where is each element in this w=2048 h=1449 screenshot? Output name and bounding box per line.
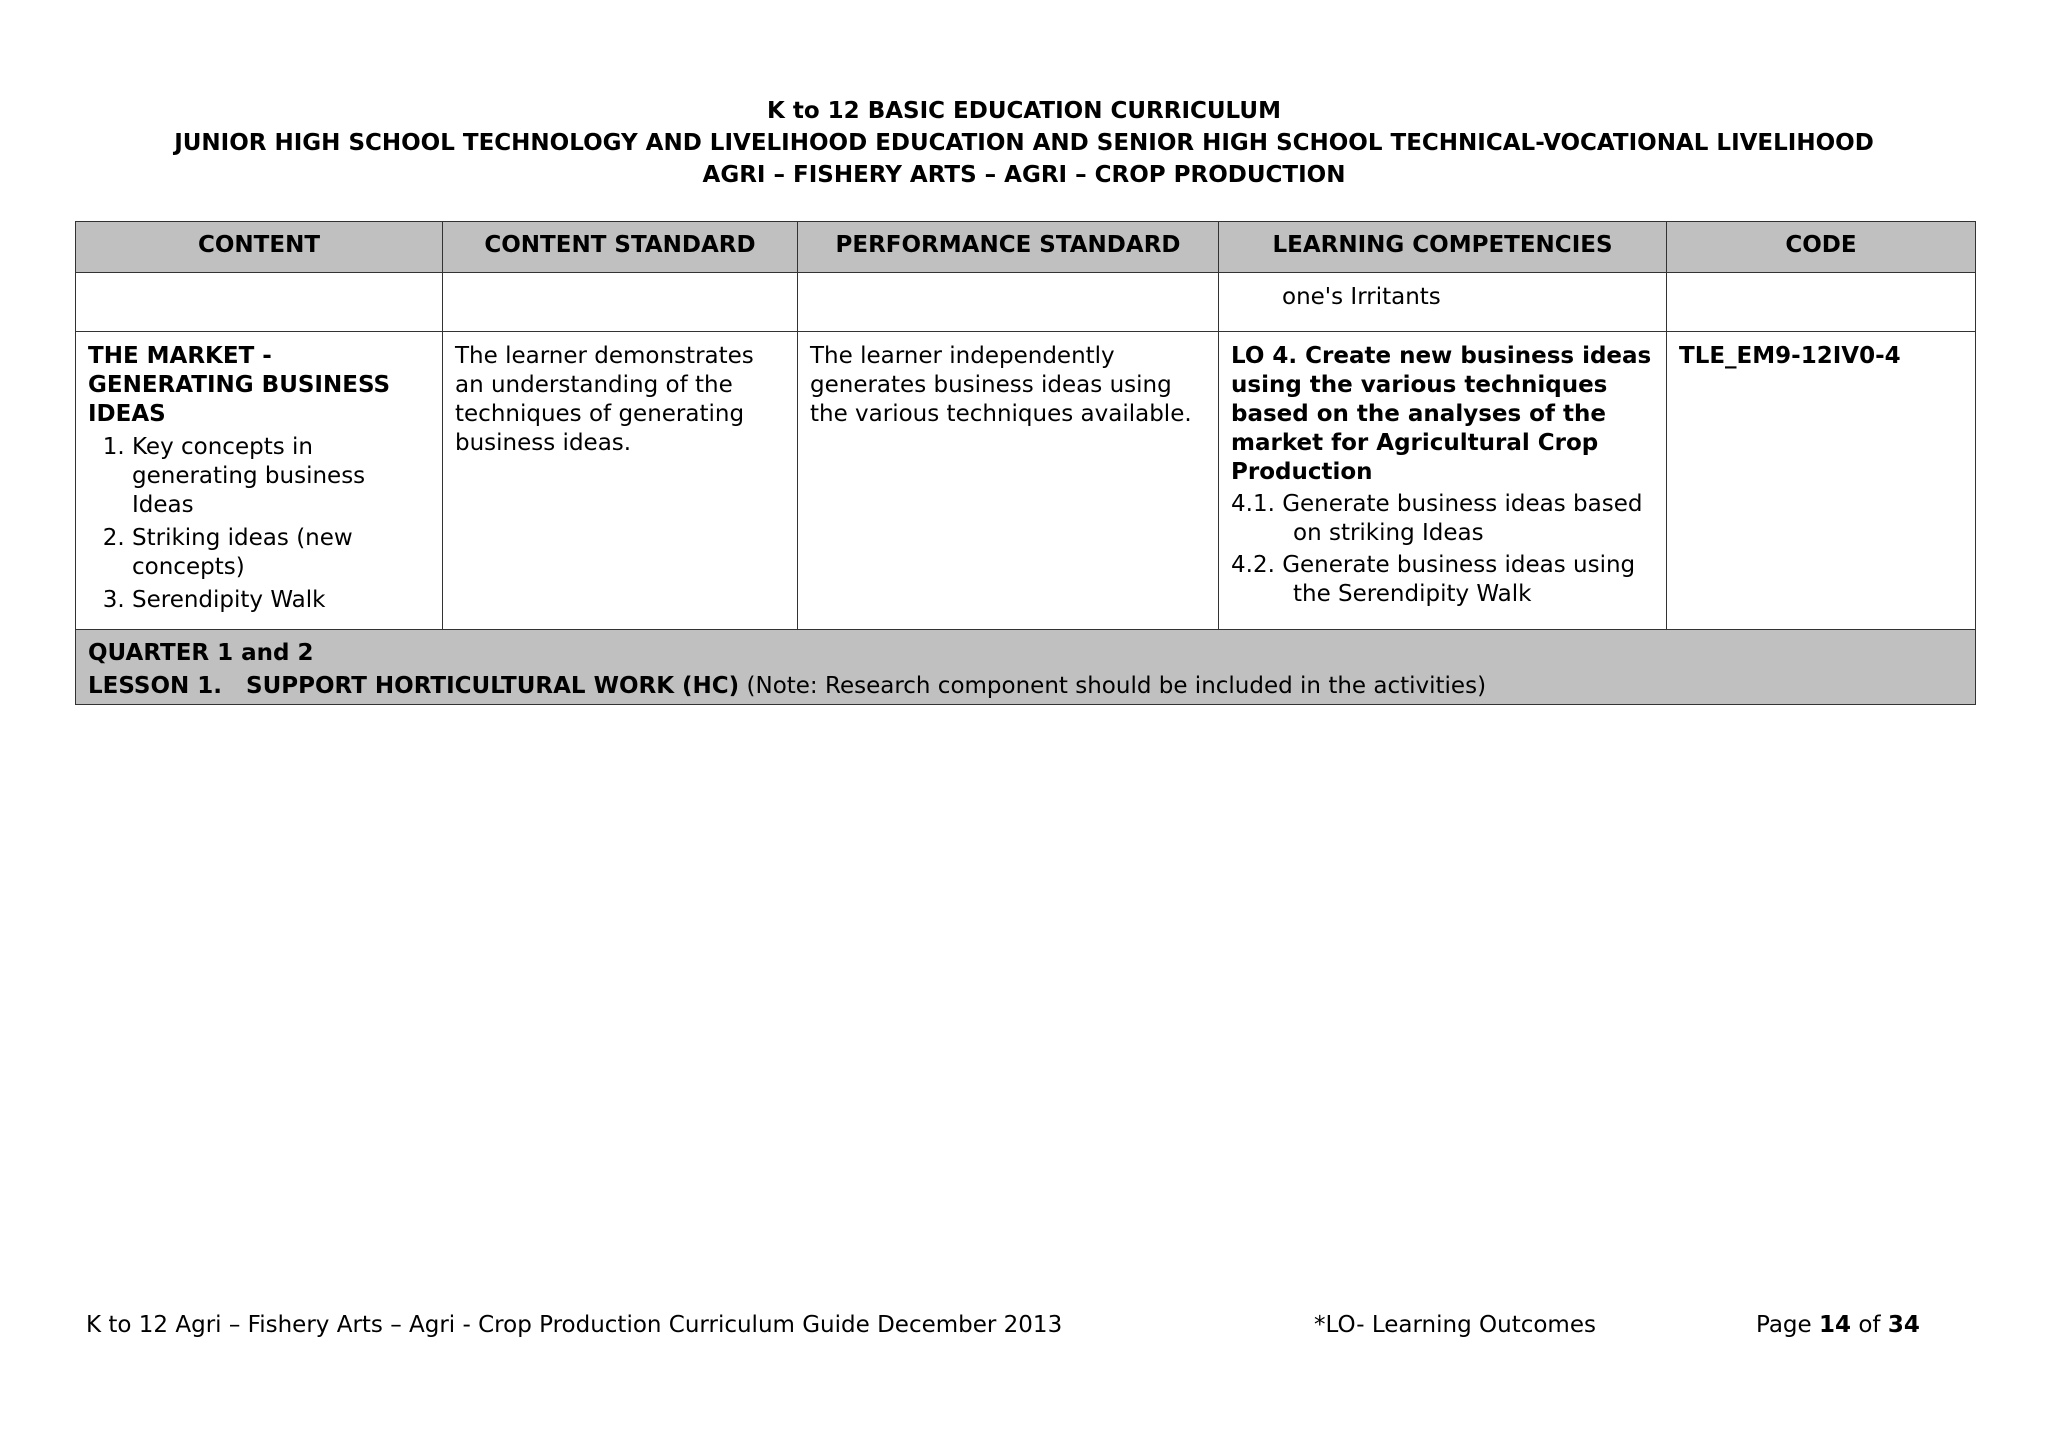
page-total: 34 xyxy=(1887,1312,1920,1338)
footer-legend: *LO- Learning Outcomes xyxy=(1314,1312,1596,1338)
column-header-content: CONTENT xyxy=(76,222,443,273)
code-cell xyxy=(1667,332,1976,630)
performance-standard-text: The learner independently generates business ideas using the various techniques available. xyxy=(810,343,1192,427)
code-cell xyxy=(1667,273,1976,332)
column-header-code: CODE xyxy=(1667,222,1976,273)
table-row xyxy=(76,332,1976,630)
document-header xyxy=(0,95,2048,191)
quarter-label: QUARTER 1 and 2 xyxy=(88,640,314,666)
footer-guide-title: K to 12 Agri – Fishery Arts – Agri - Crop Production Curriculum Guide December 2013 xyxy=(86,1312,1063,1338)
lesson-title: LESSON 1. SUPPORT HORTICULTURAL WORK (HC) xyxy=(88,673,740,699)
header-subtitle: JUNIOR HIGH SCHOOL TECHNOLOGY AND LIVELIHOOD EDUCATION AND SENIOR HIGH SCHOOL TECHNICAL-VOCATIONAL LIVELIHOOD xyxy=(174,130,1874,156)
list-item: 2. Striking ideas (new concepts) xyxy=(132,524,430,582)
competency-cell xyxy=(1219,332,1667,630)
curriculum-table xyxy=(75,221,1976,705)
header-strand: AGRI – FISHERY ARTS – AGRI – CROP PRODUCTION xyxy=(702,162,1346,188)
list-item: 3. Serendipity Walk xyxy=(132,586,430,615)
column-header-content-standard: CONTENT STANDARD xyxy=(443,222,798,273)
quarter-cell xyxy=(76,630,1976,705)
quarter-row xyxy=(76,630,1976,705)
lesson-line xyxy=(88,670,1963,703)
content-title: THE MARKET - GENERATING BUSINESS IDEAS xyxy=(88,343,391,427)
content-standard-text: The learner demonstrates an understanding of the techniques of generating business ideas. xyxy=(455,343,754,456)
competency-item: 4.1. Generate business ideas based on striking Ideas xyxy=(1231,491,1643,546)
competency-code: TLE_EM9-12IV0-4 xyxy=(1679,343,1901,369)
competency-continued-text: one's Irritants xyxy=(1282,284,1441,310)
content-cell xyxy=(76,273,443,332)
page-number xyxy=(1756,1310,1920,1340)
lesson-note: (Note: Research component should be included in the activities) xyxy=(739,673,1487,699)
page-current: 14 xyxy=(1819,1312,1852,1338)
learning-outcome-title: LO 4. Create new business ideas using the various techniques based on the analyses of the market for Agricultural Crop Production xyxy=(1231,343,1652,485)
content-cell xyxy=(76,332,443,630)
header-title: K to 12 BASIC EDUCATION CURRICULUM xyxy=(767,98,1281,124)
performance-standard-cell xyxy=(798,332,1219,630)
performance-standard-cell xyxy=(798,273,1219,332)
content-standard-cell xyxy=(443,332,798,630)
content-standard-cell xyxy=(443,273,798,332)
competency-cell xyxy=(1219,273,1667,332)
table-header-row xyxy=(76,222,1976,273)
column-header-performance-standard: PERFORMANCE STANDARD xyxy=(798,222,1219,273)
content-topic-list xyxy=(88,433,430,615)
page-of: of xyxy=(1851,1312,1888,1338)
page-prefix: Page xyxy=(1756,1312,1819,1338)
table-row xyxy=(76,273,1976,332)
column-header-learning-competencies: LEARNING COMPETENCIES xyxy=(1219,222,1667,273)
competency-item: 4.2. Generate business ideas using the Serendipity Walk xyxy=(1231,552,1636,607)
list-item: 1. Key concepts in generating business Ideas xyxy=(132,433,430,520)
